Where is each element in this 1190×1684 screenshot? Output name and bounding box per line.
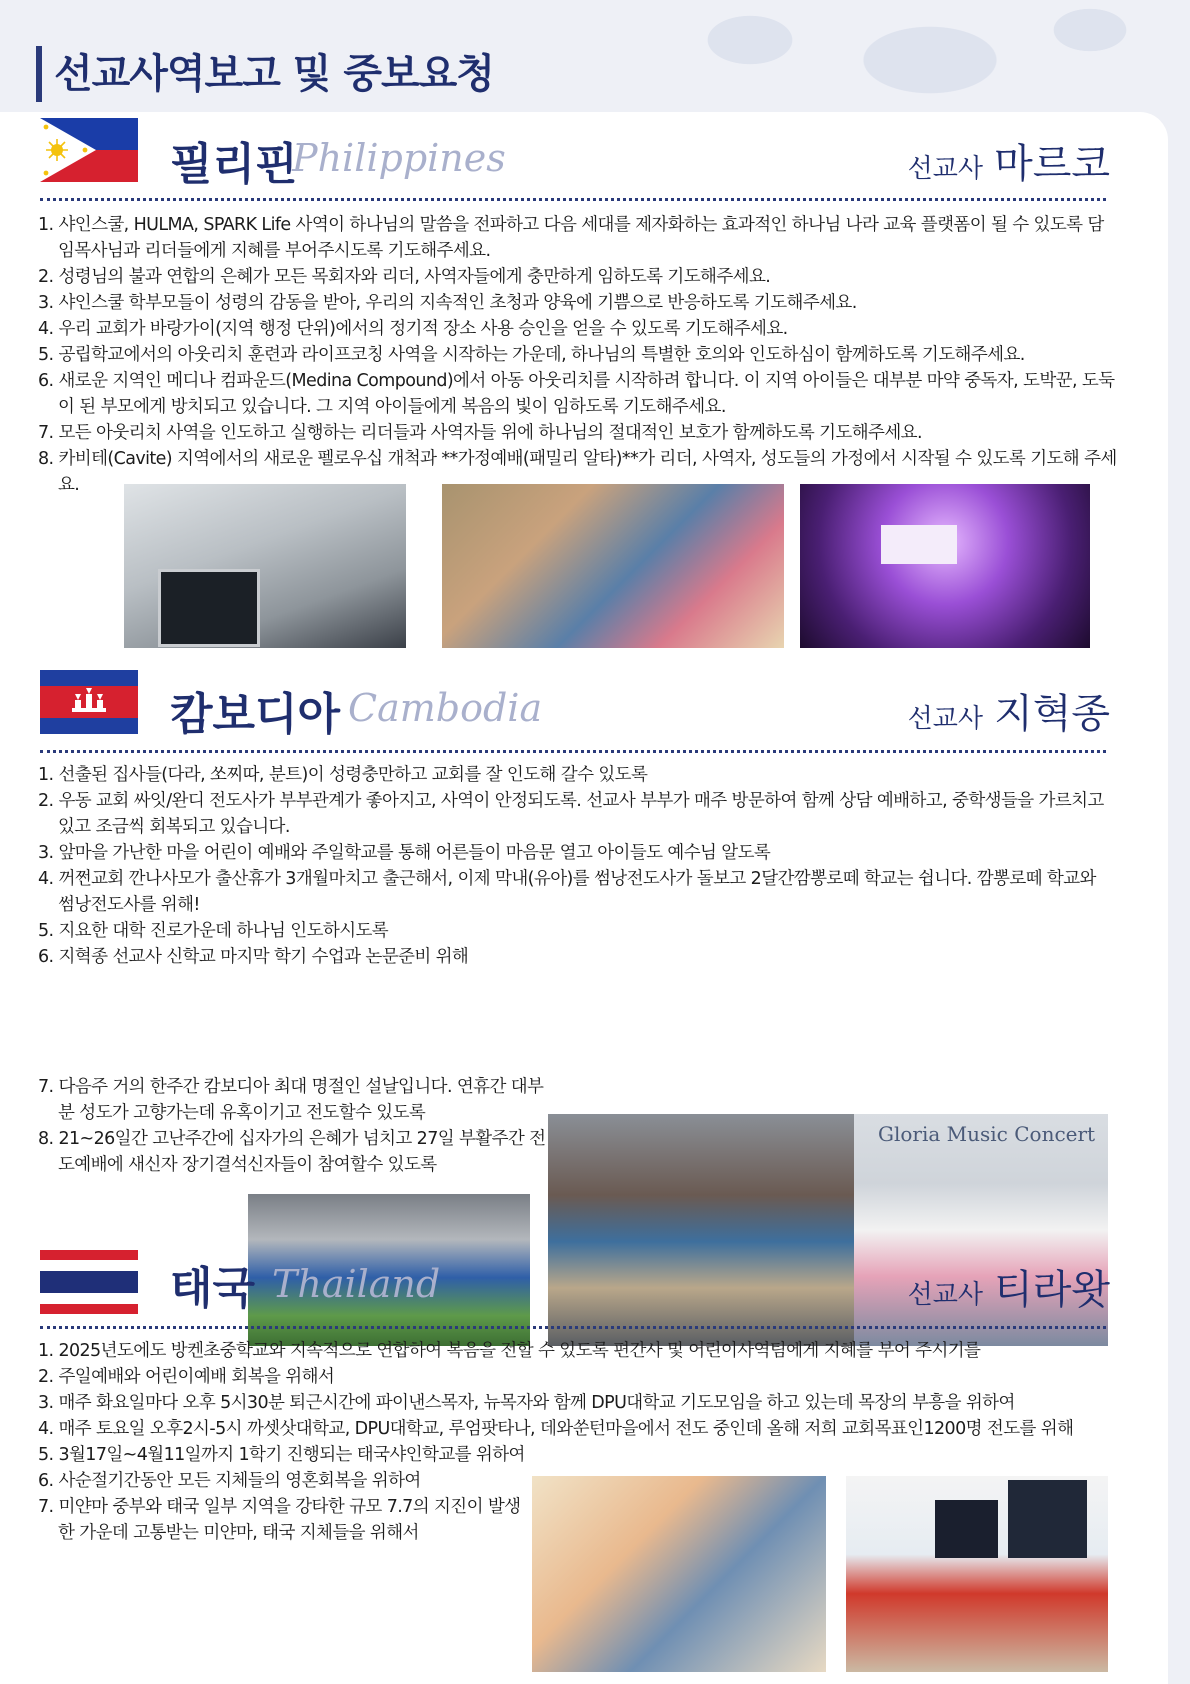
section-divider	[40, 1326, 1106, 1329]
prayer-item: 6. 지혁종 선교사 신학교 마지막 학기 수업과 논문준비 위해	[38, 947, 469, 967]
prayer-item: 2. 성령님의 불과 연합의 은혜가 모든 목회자와 리더, 사역자들에게 충만하게 임하도록 기도해주세요.	[38, 267, 771, 287]
photo-community-meal	[548, 1114, 854, 1346]
prayer-item: 4. 꺼쩐교회 깐나사모가 출산휴가 3개월마치고 출근해서, 이제 막내(유아)를 썸낭전도사가 돌보고 2달간깜뽕로떼 학교는 쉽니다. 깜뽕로떼 학교와 썸낭전도사를 위해!	[38, 869, 1096, 915]
prayer-item: 3. 매주 화요일마다 오후 5시30분 퇴근시간에 파이낸스목자, 뉴목자와 함께 DPU대학교 기도모임을 하고 있는데 목장의 부흥을 위하여	[38, 1393, 1015, 1413]
missionary-role: 선교사	[907, 1280, 983, 1310]
prayer-item: 5. 지요한 대학 진로가운데 하나님 인도하시도록	[38, 921, 389, 941]
missionary-role: 선교사	[907, 704, 983, 734]
prayer-item: 1. 선출된 집사들(다라, 쏘찌따, 분트)이 성령충만하고 교회를 잘 인도해 갈수 있도록	[38, 765, 648, 785]
photo-classroom-study	[532, 1476, 826, 1672]
prayer-item: 6. 새로운 지역인 메디나 컴파운드(Medina Compound)에서 아동 아웃리치를 시작하려 합니다. 이 지역 아이들은 대부분 마약 중독자, 도박꾼, 도둑이 된 부모에게 방치되고 있습니다. 그 지역 아이들에게 복음의 빛이 임하도록 기도해주세요.	[38, 371, 1115, 417]
prayer-list	[38, 762, 1108, 970]
photo-worship-service	[800, 484, 1090, 648]
prayer-item: 4. 매주 토요일 오후2시-5시 까셋삿대학교, DPU대학교, 루엄팟타나, 데와쑨턴마을에서 전도 중인데 올해 저희 교회목표인1200명 전도를 위해	[38, 1419, 1074, 1439]
prayer-item: 8. 카비테(Cavite) 지역에서의 새로운 펠로우십 개척과 **가정예배(패밀리 알타)**가 리더, 사역자, 성도들의 가정에서 시작될 수 있도록 기도해 주세요.	[38, 449, 1117, 495]
prayer-item: 3. 앞마을 가난한 마을 어린이 예배와 주일학교를 통해 어른들이 마음문 열고 아이들도 예수님 알도록	[38, 843, 771, 863]
prayer-item: 5. 3월17일~4월11일까지 1학기 진행되는 태국샤인학교를 위하여	[38, 1445, 525, 1465]
country-name-en: Cambodia	[348, 686, 543, 730]
prayer-item: 8. 21~26일간 고난주간에 십자가의 은혜가 넘치고 27일 부활주간 전도예배에 새신자 장기결석신자들이 참여할수 있도록	[38, 1129, 546, 1175]
thailand-flag-icon	[40, 1250, 138, 1314]
missionary-label	[908, 1258, 1110, 1315]
photo-classroom-lesson	[846, 1476, 1108, 1672]
photo-computer-lab	[124, 484, 406, 648]
prayer-item: 1. 2025년도에도 방켄초중학교와 지속적으로 연합하여 복음을 전할 수 있도록 편간사 및 어린이사역팀에게 지혜를 부어 주시기를	[38, 1341, 981, 1361]
country-name-ko: 필리핀	[170, 140, 298, 189]
prayer-item: 7. 미얀마 중부와 태국 일부 지역을 강타한 규모 7.7의 지진이 발생한 가운데 고통받는 미얀마, 태국 지체들을 위해서	[38, 1497, 521, 1543]
photo-children-drawing	[442, 484, 784, 648]
section-divider	[40, 198, 1106, 201]
philippines-flag-icon	[40, 118, 138, 182]
missionary-label	[908, 132, 1110, 189]
prayer-list	[38, 212, 1118, 498]
cambodia-flag-icon	[40, 670, 138, 734]
country-name-en: Philippines	[292, 136, 506, 180]
country-name-en: Thailand	[272, 1262, 441, 1306]
missionary-name: 마르코	[994, 141, 1110, 187]
content-card	[0, 112, 1168, 1684]
prayer-list	[38, 1338, 1118, 1468]
missionary-name: 지혁종	[994, 691, 1110, 737]
prayer-item: 1. 샤인스쿨, HULMA, SPARK Life 사역이 하나님의 말씀을 전파하고 다음 세대를 제자화하는 효과적인 하나님 나라 교육 플랫폼이 될 수 있도록 담임목사님과 리더들에게 지혜를 부어주시도록 기도해주세요.	[38, 215, 1104, 261]
prayer-item: 4. 우리 교회가 바랑가이(지역 행정 단위)에서의 정기적 장소 사용 승인을 얻을 수 있도록 기도해주세요.	[38, 319, 788, 339]
missionary-name: 티라왓	[994, 1267, 1110, 1313]
missionary-label	[908, 682, 1110, 739]
prayer-list-continued	[38, 1468, 528, 1546]
prayer-item: 7. 모든 아웃리치 사역을 인도하고 실행하는 리더들과 사역자들 위에 하나님의 절대적인 보호가 함께하도록 기도해주세요.	[38, 423, 922, 443]
page-title: 선교사역보고 및 중보요청	[36, 46, 494, 102]
prayer-item: 3. 샤인스쿨 학부모들이 성령의 감동을 받아, 우리의 지속적인 초청과 양육에 기쁨으로 반응하도록 기도해주세요.	[38, 293, 857, 313]
concert-banner-text: Gloria Music Concert	[878, 1122, 1096, 1146]
prayer-item: 2. 주일예배와 어린이예배 회복을 위해서	[38, 1367, 335, 1387]
prayer-list-continued	[38, 1074, 548, 1178]
country-name-ko: 태국	[170, 1264, 256, 1313]
country-name-ko: 캄보디아	[170, 690, 341, 739]
prayer-item: 5. 공립학교에서의 아웃리치 훈련과 라이프코칭 사역을 시작하는 가운데, 하나님의 특별한 호의와 인도하심이 함께하도록 기도해주세요.	[38, 345, 1025, 365]
missionary-role: 선교사	[907, 154, 983, 184]
prayer-item: 2. 우동 교회 싸잇/완디 전도사가 부부관계가 좋아지고, 사역이 안정되도록. 선교사 부부가 매주 방문하여 함께 상담 예배하고, 중학생들을 가르치고 있고 조금씩 회복되고 있습니다.	[38, 791, 1104, 837]
prayer-item: 7. 다음주 거의 한주간 캄보디아 최대 명절인 설날입니다. 연휴간 대부분 성도가 고향가는데 유혹이기고 전도할수 있도록	[38, 1077, 544, 1123]
prayer-item: 6. 사순절기간동안 모든 지체들의 영혼회복을 위하여	[38, 1471, 421, 1491]
section-divider	[40, 750, 1106, 753]
